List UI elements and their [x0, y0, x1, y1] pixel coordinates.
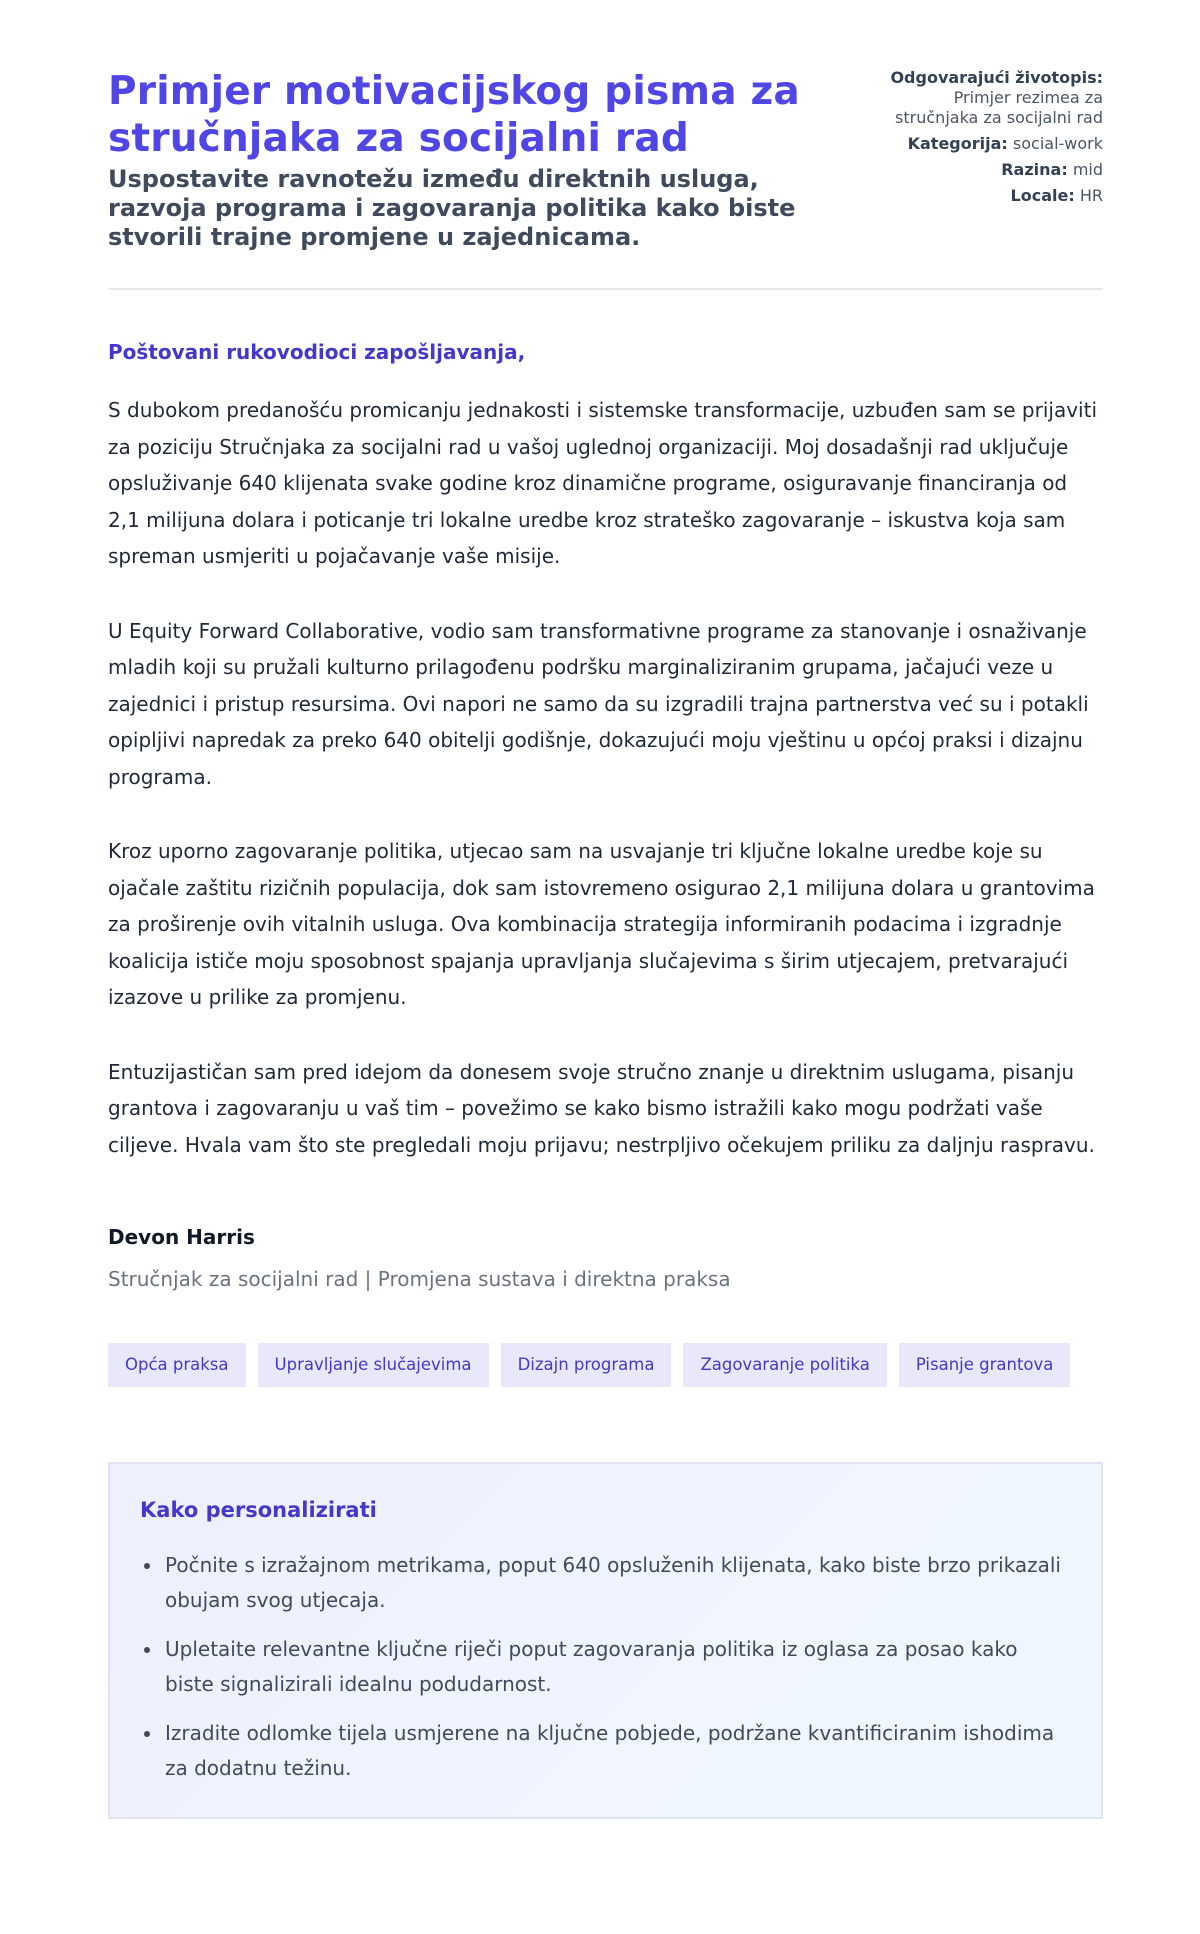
page-title: Primjer motivacijskog pisma za stručnjaka za socijalni rad — [108, 69, 800, 161]
tip-item — [140, 1632, 1071, 1702]
tip-item — [140, 1548, 1071, 1618]
tip-item — [140, 1716, 1071, 1786]
letter-paragraphs — [108, 392, 1103, 1163]
meta-panel — [878, 68, 1103, 212]
letter-paragraph: S dubokom predanošću promicanju jednakosti i sistemske transformacije, uzbuđen sam se prijaviti za poziciju Stručnjaka za socijalni rad u vašoj uglednoj organizaciji. Moj dosadašnji rad uključuje opsluživanje 640 klijenata svake godine kroz dinamične programe, osiguravanje financiranja od 2,1 milijuna dolara i poticanje tri lokalne uredbe kroz strateško zagovaranje – iskustva koja sam spreman usmjeriti u pojačavanje vaše misije. — [108, 398, 1098, 568]
meta-level-value: mid — [1072, 160, 1103, 179]
tips-title: Kako personalizirati — [140, 1498, 377, 1522]
meta-level — [878, 160, 1103, 180]
tip-text: Počnite s izražajnom metrikama, poput 640 opsluženih klijenata, kako biste brzo prikazali obujam svog utjecaja. — [165, 1553, 1061, 1612]
page-header — [108, 68, 1103, 290]
meta-resume-label: Odgovarajući životopis: — [890, 68, 1103, 87]
meta-category — [878, 134, 1103, 154]
meta-category-value: social-work — [1012, 134, 1103, 153]
skill-tag[interactable]: Zagovaranje politika — [683, 1343, 886, 1387]
meta-locale — [878, 186, 1103, 206]
letter-paragraph: Entuzijastičan sam pred idejom da donesem svoje stručno znanje u direktnim uslugama, pisanju grantova i zagovaranju u vaš tim – povežimo se kako bismo istražili kako mogu podržati vaše ciljeve. Hvala vam što ste pregledali moju prijavu; nestrpljivo očekujem priliku za daljnju raspravu. — [108, 1059, 1095, 1157]
bullet-icon — [144, 1563, 150, 1569]
skill-tag[interactable]: Pisanje grantova — [899, 1343, 1071, 1387]
bullet-icon — [144, 1731, 150, 1737]
skill-tags — [108, 1343, 1103, 1387]
tip-text: Upletaite relevantne ključne riječi poput zagovaranja politika iz oglasa za posao kako biste signalizirali idealnu podudarnost. — [165, 1637, 1018, 1696]
skill-tag[interactable]: Dizajn programa — [501, 1343, 672, 1387]
meta-locale-label: Locale: — [1010, 186, 1075, 205]
meta-locale-value: HR — [1079, 186, 1103, 205]
meta-category-label: Kategorija: — [907, 134, 1008, 153]
meta-resume-value[interactable]: Primjer rezimea za stručnjaka za socijalni rad — [895, 88, 1103, 127]
letter-greeting: Poštovani rukovodioci zapošljavanja, — [108, 340, 526, 364]
signature-block — [108, 1223, 1103, 1293]
letter-paragraph: Kroz uporno zagovaranje politika, utjecao sam na usvajanje tri ključne lokalne uredbe koje su ojačale zaštitu rizičnih populacija, dok sam istovremeno osigurao 2,1 milijuna dolara u grantovima za proširenje ovih vitalnih usluga. Ova kombinacija strategija informiranih podacima i izgradnje koalicija ističe moju sposobnost spajanja upravljanja slučajevima s širim utjecajem, pretvarajući izazove u prilike za promjenu. — [108, 839, 1095, 1009]
tips-list — [140, 1548, 1071, 1786]
personalization-tips — [108, 1462, 1103, 1819]
signature-name: Devon Harris — [108, 1225, 255, 1249]
meta-resume — [878, 68, 1103, 128]
header-titles — [108, 68, 828, 252]
tip-text: Izradite odlomke tijela usmjerene na ključne pobjede, podržane kvantificiranim ishodima za dodatnu težinu. — [165, 1721, 1055, 1780]
letter-body — [108, 338, 1103, 1293]
bullet-icon — [144, 1647, 150, 1653]
page-subtitle: Uspostavite ravnotežu između direktnih usluga, razvoja programa i zagovaranja politika kako biste stvorili trajne promjene u zajednicama. — [108, 165, 796, 251]
meta-level-label: Razina: — [1001, 160, 1068, 179]
signature-title: Stručnjak za socijalni rad | Promjena sustava i direktna praksa — [108, 1267, 731, 1291]
skill-tag[interactable]: Upravljanje slučajevima — [258, 1343, 489, 1387]
skill-tag[interactable]: Opća praksa — [108, 1343, 246, 1387]
letter-paragraph: U Equity Forward Collaborative, vodio sam transformativne programe za stanovanje i osnaživanje mladih koji su pružali kulturno prilagođenu podršku marginaliziranim grupama, jačajući veze u zajednici i pristup resursima. Ovi napori ne samo da su izgradili trajna partnerstva već su i potakli opipljivi napredak za preko 640 obitelji godišnje, dokazujući moju vještinu u općoj praksi i dizajnu programa. — [108, 618, 1089, 789]
